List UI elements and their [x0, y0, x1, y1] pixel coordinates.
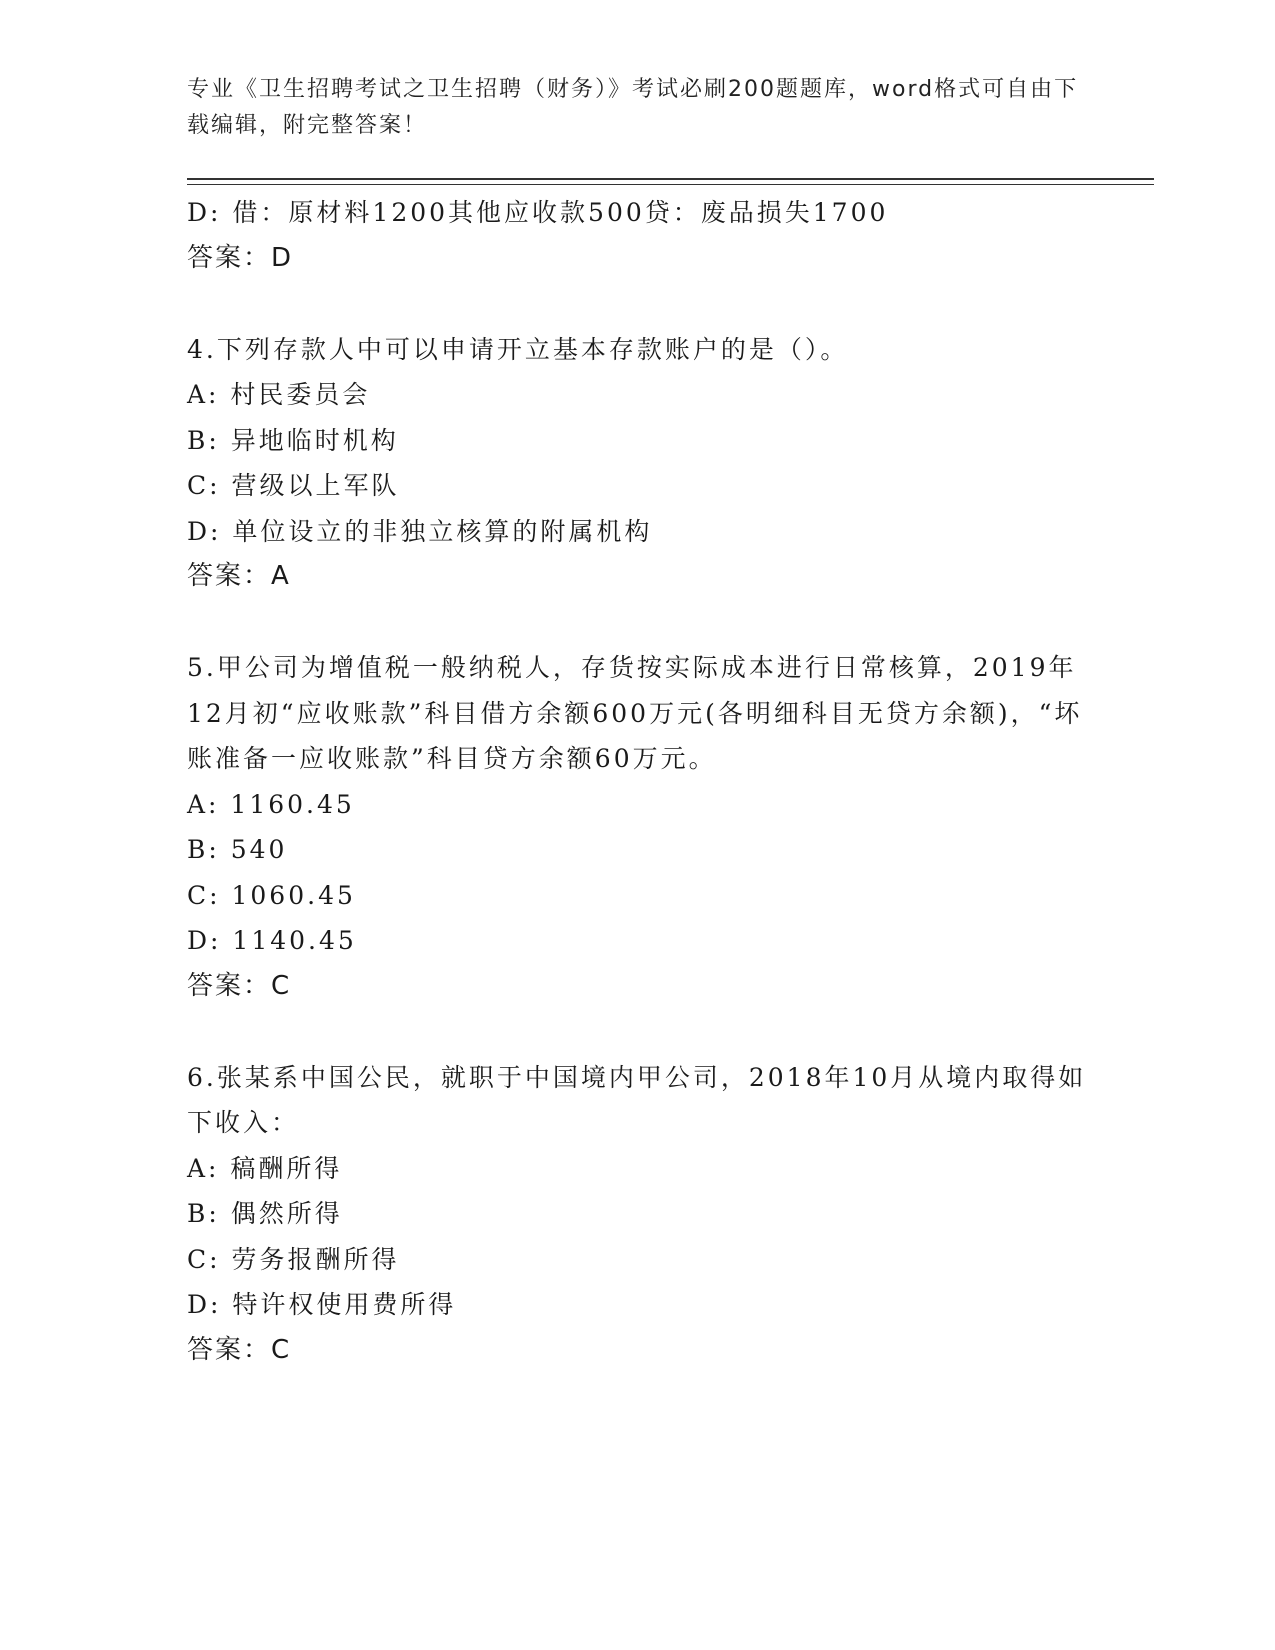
answer: 答案：C [187, 1334, 292, 1365]
option-a: A: 1160.45 [187, 789, 355, 819]
spacer [187, 600, 1087, 646]
option-d: D: 借：原材料1200其他应收款500贷：废品损失1700 [187, 198, 889, 227]
option-c: C: 营级以上军队 [187, 471, 400, 500]
answer: 答案：C [187, 970, 292, 1001]
option-d: D: 1140.45 [187, 926, 357, 955]
answer: 答案：A [187, 561, 291, 591]
spacer [187, 281, 1087, 327]
option-a: A: 村民委员会 [187, 380, 371, 409]
question-3 [187, 190, 1087, 281]
option-d: D: 单位设立的非独立核算的附属机构 [187, 516, 653, 546]
option-b: B: 540 [187, 835, 288, 864]
option-c: C: 劳务报酬所得 [187, 1244, 400, 1274]
document-header: 专业《卫生招聘考试之卫生招聘（财务）》考试必刷200题题库，word格式可自由下载编辑，附完整答案！ [187, 77, 1079, 138]
question-text: 6.张某系中国公民，就职于中国境内甲公司，2018年10月从境内取得如下收入： [187, 1062, 1087, 1137]
option-d: D: 特许权使用费所得 [187, 1290, 457, 1319]
question-list [187, 190, 1087, 1373]
option-b: B: 偶然所得 [187, 1199, 343, 1228]
question-4 [187, 327, 1087, 600]
header-divider-thick [187, 178, 1154, 180]
answer: 答案：D [187, 242, 294, 273]
option-c: C: 1060.45 [187, 880, 356, 910]
header-divider-thin [187, 184, 1154, 185]
option-a: A: 稿酬所得 [187, 1153, 343, 1183]
question-6 [187, 1055, 1087, 1374]
question-text: 4.下列存款人中可以申请开立基本存款账户的是（）。 [187, 334, 849, 364]
spacer [187, 1009, 1087, 1055]
question-text: 5.甲公司为增值税一般纳税人，存货按实际成本进行日常核算，2019年12月初“应收账款”科目借方余额600万元(各明细科目无贷方余额)，“坏账准备一应收账款”科目贷方余额60万元。 [187, 653, 1083, 773]
question-5 [187, 645, 1087, 1009]
option-b: B: 异地临时机构 [187, 425, 399, 455]
